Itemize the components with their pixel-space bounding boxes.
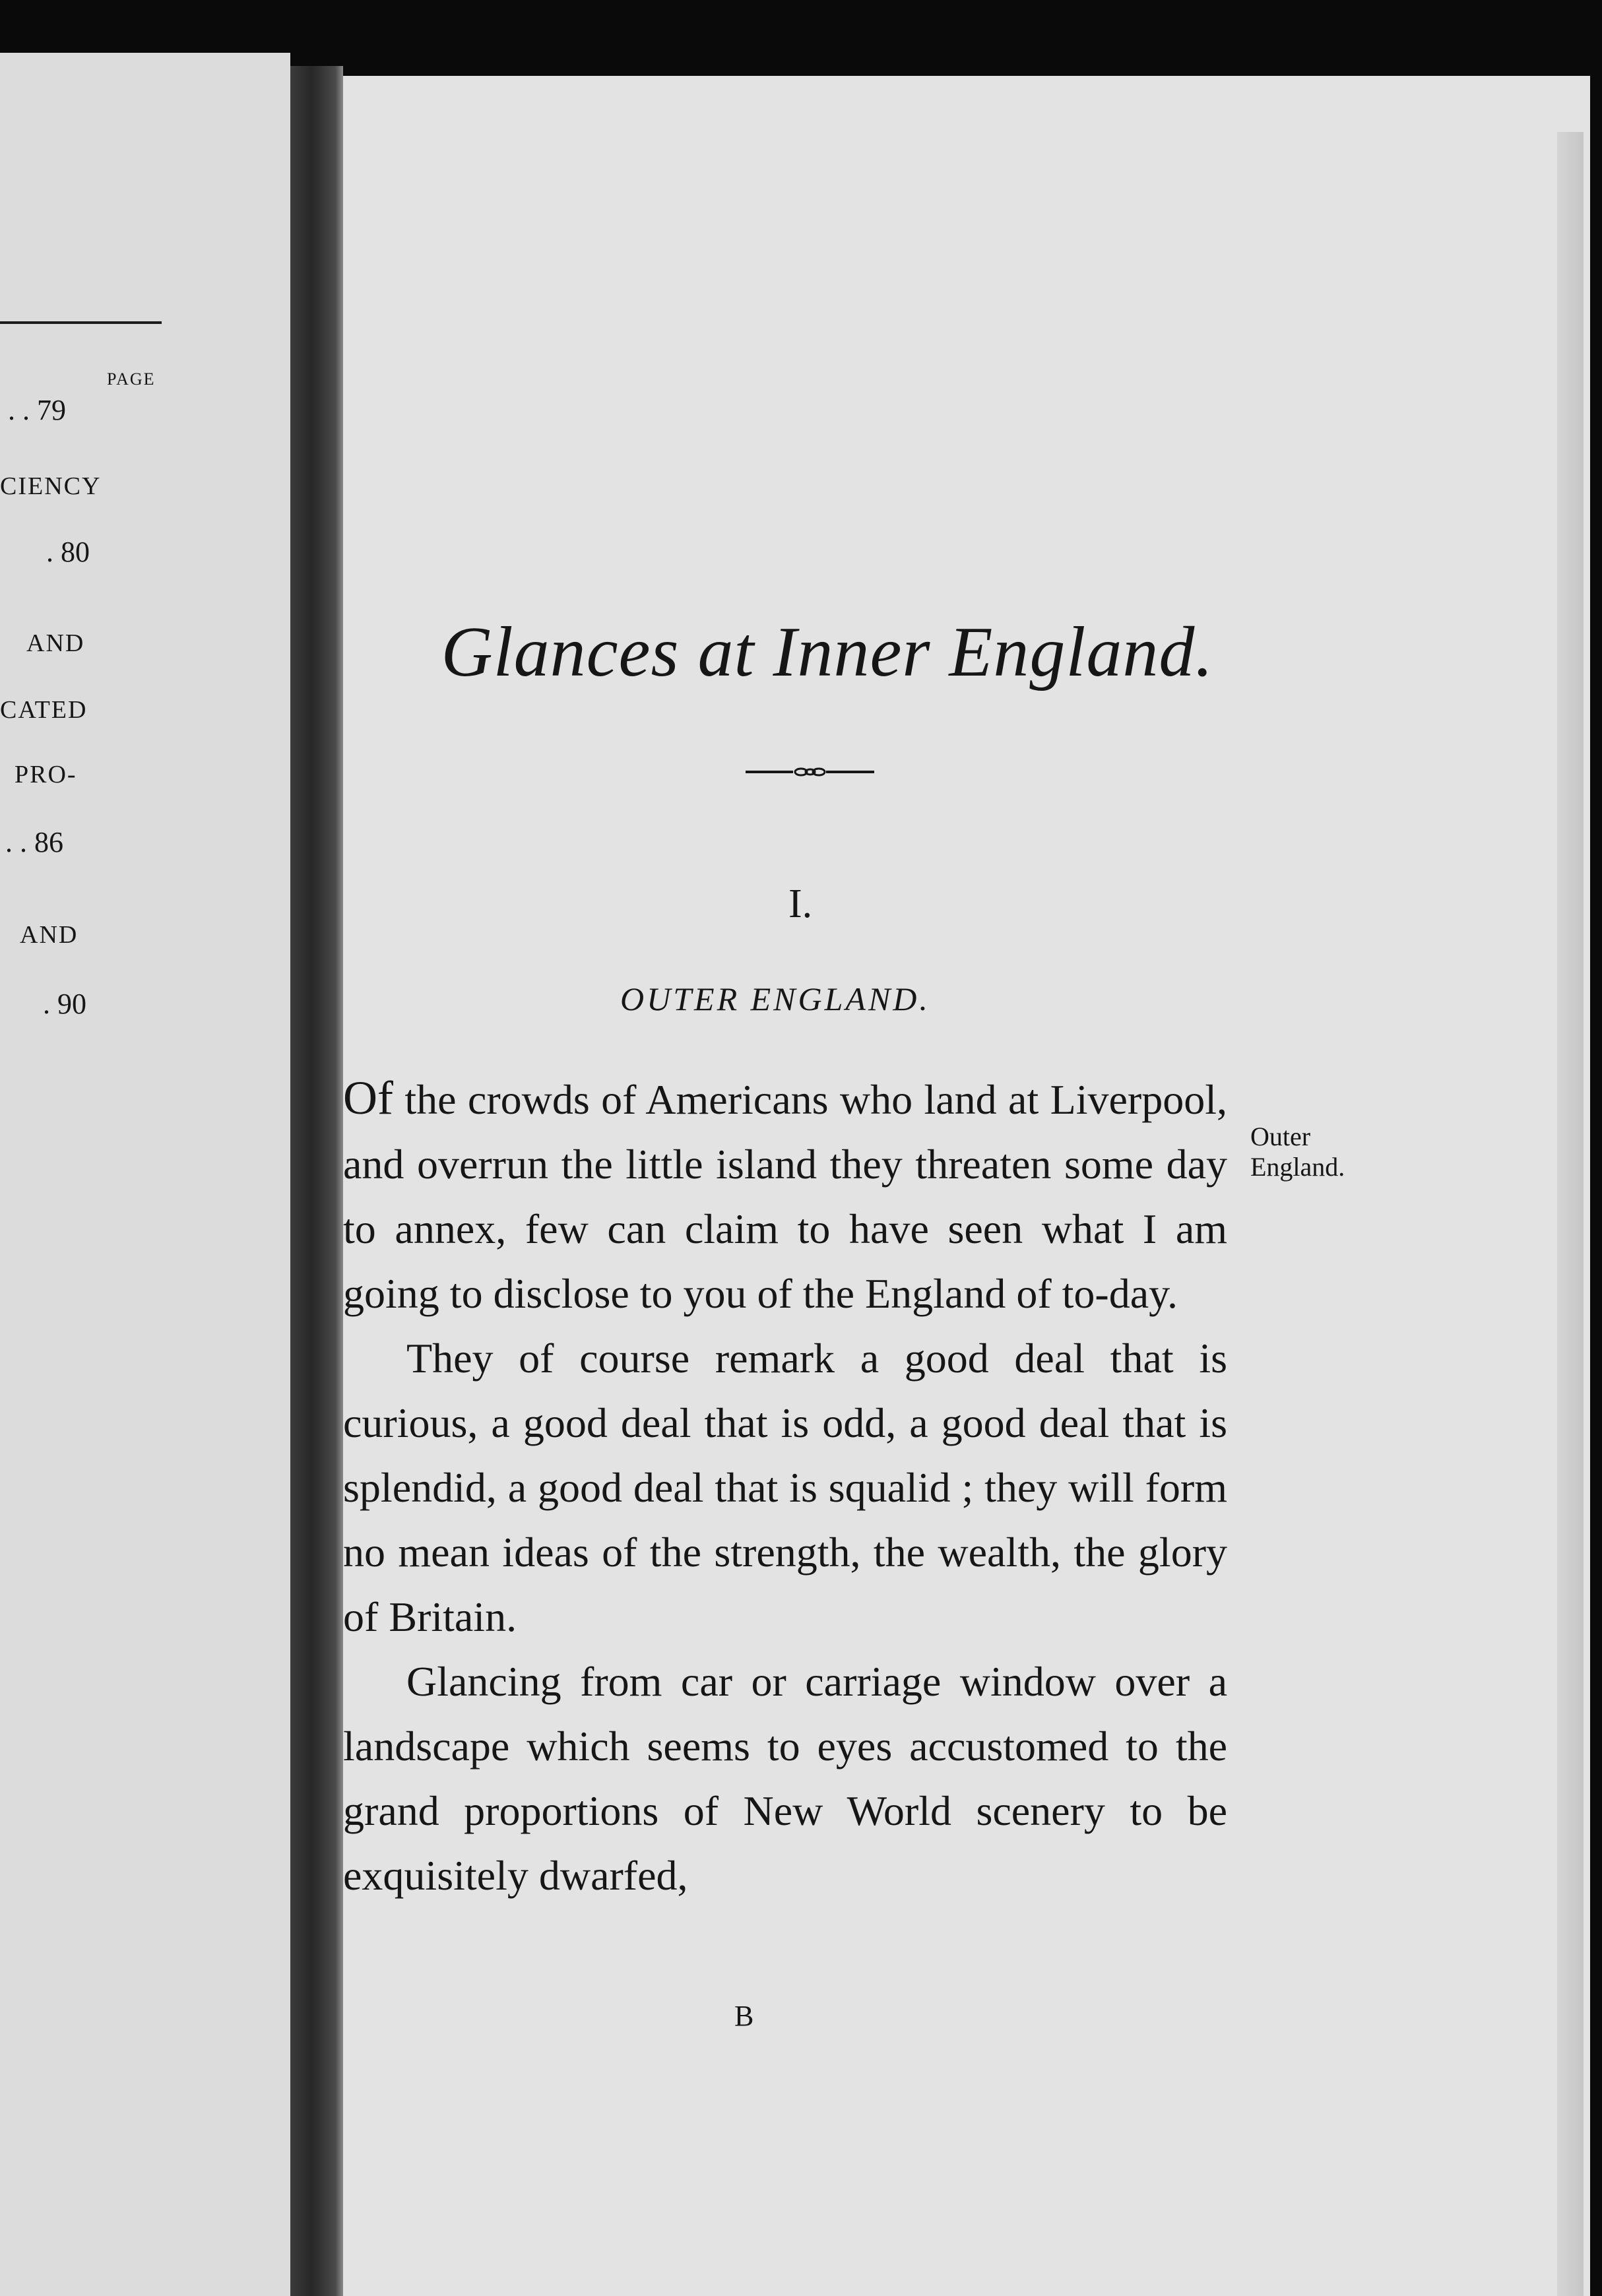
contents-entry: AND — [20, 921, 79, 949]
body-text — [343, 1066, 1227, 1908]
chapter-number: I. — [788, 881, 813, 926]
contents-entry: CATED — [0, 696, 88, 724]
contents-entry: . 80 — [46, 536, 90, 568]
signature-mark: B — [734, 2000, 754, 2032]
margin-note-line: England. — [1250, 1152, 1345, 1182]
paragraph-2: They of course remark a good deal that is curious, a good deal that is odd, a good deal that is splendid, a good deal that is squalid ; they will form no mean ideas of the strength, the wealth, the glory of Britain. — [343, 1335, 1227, 1640]
previous-page — [0, 53, 290, 2296]
contents-entry: PRO- — [15, 761, 77, 788]
paragraph-1 — [343, 1066, 1227, 1326]
paragraph-3: Glancing from car or carriage window over a landscape which seems to eyes accustomed to the grand proportions of New World scenery to be exquisitely dwarfed, — [343, 1658, 1227, 1899]
page-edge — [1557, 132, 1584, 2296]
page-title: Glances at Inner England. — [441, 613, 1214, 691]
contents-entry: . 90 — [43, 988, 86, 1020]
margin-note — [1250, 1122, 1345, 1182]
contents-entry: AND — [26, 629, 85, 657]
contents-entry: . . 86 — [5, 826, 63, 858]
paragraph-1-text: the crowds of Americans who land at Liverpool, and overrun the little island they threaten some day to annex, few can claim to have seen what I am going to disclose to you of the England of to-day. — [343, 1076, 1227, 1317]
contents-page-label: PAGE — [107, 369, 156, 389]
contents-rule — [0, 321, 162, 324]
book-gutter — [290, 66, 343, 2296]
chapter-title: OUTER ENGLAND. — [620, 980, 930, 1017]
ornament-divider — [746, 765, 874, 779]
margin-note-line: Outer — [1250, 1122, 1311, 1151]
contents-entry: . . 79 — [8, 394, 66, 426]
contents-entry: CIENCY — [0, 472, 102, 500]
dropcap: Of — [343, 1071, 393, 1124]
